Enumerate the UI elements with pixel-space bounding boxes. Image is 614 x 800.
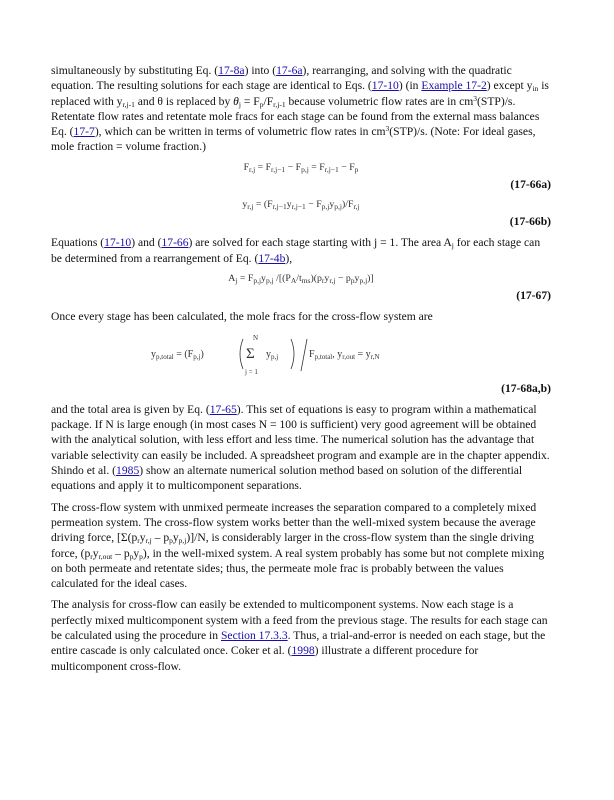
text: ) (in [398, 79, 422, 93]
superscript: 3 [473, 93, 478, 103]
text: /F [263, 94, 274, 108]
subscript: p [259, 99, 264, 109]
link-eq-17-10[interactable]: 17-10 [371, 79, 399, 93]
theta-symbol: θ [233, 94, 239, 108]
text: ) except y [486, 79, 533, 93]
subscript: r,j-1 [122, 99, 135, 109]
equation-17-67: $A_j = F_{p,j}y_{p,j}$ $/[(P_A/t_{ms})(p_ry_{r,j} - p_py_{p,j})]$ [228, 272, 374, 285]
text: and θ is replaced by [134, 94, 234, 108]
superscript: 3 [385, 124, 390, 134]
link-example-17-2[interactable]: Example 17-2 [421, 79, 487, 93]
equation-17-66a: $F_{r,j} = F_{r,j-1} - F_{p,j} = F_{r,j-1} - F_p$ [243, 161, 359, 174]
text: is replaced with y [51, 79, 549, 108]
text: ), rearranging, and solving with the quadratic equation. The resulting solutions for each stage are identical to Eqs. ( [51, 64, 512, 93]
paragraph-1 [51, 63, 551, 155]
text: ) into ( [244, 64, 277, 77]
link-eq-17-4b[interactable]: 17-4b [258, 251, 286, 265]
svg-text:yp,j: $y_{p,j}$ [266, 348, 279, 361]
link-ref-1985[interactable]: 1985 [116, 464, 140, 478]
equation-number: (17-66b) [509, 215, 551, 229]
equation-number: (17-67) [516, 288, 551, 302]
link-ref-1998[interactable]: 1998 [291, 644, 315, 658]
link-eq-17-6a[interactable]: 17-6a [276, 64, 303, 77]
equation-17-66b: $y_{r,j} = (F_{r,j-1}y_{r,j-1} - F_{p,j}y_{p,j})/F_{r,j}$ [242, 199, 360, 212]
link-eq-17-8a[interactable]: 17-8a [218, 64, 245, 77]
svg-text:j = 1: j = 1 [245, 367, 258, 376]
paragraph-2: Equations (17-10) and (17-66) are solved for each stage starting with j = 1. The area $A_j$ for each stage can be determined from a rearrangement of Eq. (17-4b), [51, 236, 541, 265]
text: (STP)/s. (Note: For ideal gases, mole fraction = volume fraction.) [51, 125, 536, 154]
summation-formula [151, 331, 451, 377]
sigma-symbol: Σ [246, 345, 255, 362]
svg-text:yp,total = (Fp,j): $y_{p,total} = (F_{p,j})$ [151, 348, 204, 361]
subscript: j [238, 99, 241, 109]
link-section-17-3-3[interactable]: Section 17.3.3 [220, 629, 288, 643]
link-eq-17-7[interactable]: 17-7 [73, 125, 95, 139]
subscript: r,j-1 [273, 99, 286, 109]
link-eq-17-65[interactable]: 17-65 [209, 402, 237, 416]
svg-text:Fp,total, yr,out = yr,N: $F_{p,total}$, $y_{r,out} = y_{r,N}$ [309, 348, 380, 361]
equation-17-68 [51, 331, 551, 377]
text: because volumetric flow rates are in cm [285, 94, 474, 108]
paragraph-6: The analysis for cross-flow can easily be extended to multicomponent systems. Now each stage is a perfectly mixed multicomponent system with a feed from the previous stage. The results for each stage can be calculated using the procedure in Section 17.3.3. Thus, a trial-and-error is needed on each stage, but the entire cascade is only calculated once. Coker et al. (1998) illustrate a different procedure for multicomponent cross-flow. [51, 598, 548, 673]
subscript: in [532, 84, 539, 94]
text: simultaneously by substituting Eq. ( [51, 64, 219, 77]
paragraph-4: and the total area is given by Eq. (17-65). This set of equations is easy to program within a mathematical package. If N is large enough (in most cases N = 100 is sufficient) very good agreement will be obtained with the analytical solution, with less effort and less time. The numerical solution has the advantage that variable selectivity can easily be included. A spreadsheet program and example are in the chapter appendix. Shindo et al. (1985) show an alternate numerical solution method based on solution of the differential equations and apply it to multicomponent separations. [51, 402, 550, 493]
paragraph-3: Once every stage has been calculated, the mole fracs for the cross-flow system are [51, 310, 433, 324]
equation-number: (17-66a) [510, 177, 551, 191]
text: (STP)/s. Retentate flow rates and retentate mole fracs for each stage can be found from the external mass balances Eq. ( [51, 94, 540, 139]
text: ), which can be written in terms of volumetric flow rates in cm [94, 125, 386, 139]
document-page [51, 63, 551, 680]
link-eq-17-66[interactable]: 17-66 [161, 236, 189, 250]
link-eq-17-10[interactable]: 17-10 [104, 236, 132, 250]
text: = F [240, 94, 260, 108]
paragraph-5: The cross-flow system with unmixed permeate increases the separation compared to a completely mixed permeation system. The cross-flow system works better than the well-mixed system because the average driving force, $[\Sigma(p_ry_{r,j} - p_py_{p,j})]/N$, is considerably larger in the cross-flow system than the single driving force, $(p_ry_{r,out} - p_py_p)$, in the well-mixed system. A real system probably has some but not complete mixing on both permeate and retentate sides; thus, the permeate mole frac is probably between the values calculated for the ideal cases. [51, 500, 545, 591]
equation-number: (17-68a,b) [501, 381, 551, 395]
svg-text:N: N [253, 333, 259, 342]
